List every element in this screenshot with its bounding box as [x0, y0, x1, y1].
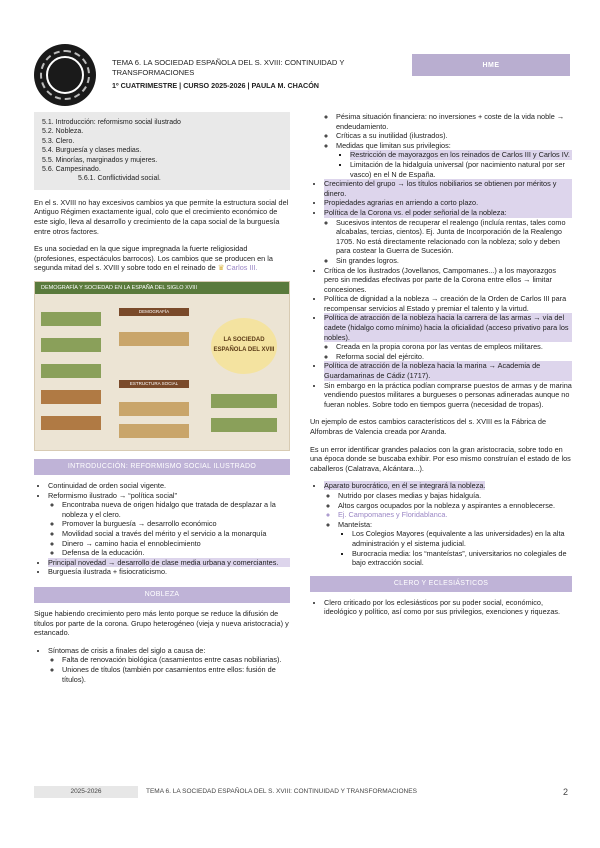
sub-list-item: ◦ Creada en la propia corona por las ventas de empleos militares. — [336, 342, 572, 352]
sub-list-item: ◦ Dinero → camino hacia el ennoblecimiento — [62, 539, 290, 549]
sub-list-item: ◦ Promover la burguesía → desarrollo económico — [62, 519, 290, 529]
bureaucracy-list — [310, 481, 572, 567]
sub-list-item: ◦ Sin grandes logros. — [336, 256, 572, 266]
list-item — [324, 481, 572, 567]
list-item-text: Política de la Corona vs. el poder señorial de la nobleza: — [324, 207, 507, 217]
list-item: ◦ Pésima situación financiera: no inversiones + coste de la vida noble → endeudamiento. — [336, 112, 572, 131]
page-number: 2 — [562, 787, 568, 797]
list-item-text: Medidas que limitan sus privilegios: — [336, 140, 451, 150]
sub-list-item: ◦ Falta de renovación biológica (casamientos entre casas nobiliarias). — [62, 655, 290, 665]
list-item: • Propiedades agrarias en arriendo a corto plazo. — [324, 198, 572, 208]
document-title: TEMA 6. LA SOCIEDAD ESPAÑOLA DEL S. XVIII: CONTINUIDAD Y TRANSFORMACIONES — [112, 58, 345, 77]
sub-list-item: ◦ Reforma social del ejército. — [336, 352, 572, 362]
toc-item[interactable]: 5.4. Burguesía y clases medias. — [42, 147, 142, 155]
sub-list-item — [338, 520, 572, 568]
sub-sub-list — [338, 529, 572, 567]
list-item: • Principal novedad → desarrollo de clase media urbana y comerciantes. — [48, 558, 290, 568]
nobility-crisis-list — [310, 112, 572, 179]
left-column — [34, 112, 290, 684]
infographic-node — [119, 402, 189, 416]
course-info: 1º CUATRIMESTRE | CURSO 2025-2026 | PAULA M. CHACÓN — [112, 81, 319, 90]
sub-sub-list-item: ▪ Burocracia media: los “manteístas”, universitarios no colegiales de bajo extracción social. — [352, 549, 572, 568]
list-item: ◦ Críticas a su inutilidad (ilustrados). — [336, 131, 572, 141]
toc-item[interactable]: 5.1. Introducción: reformismo social ilustrado — [42, 119, 181, 126]
sub-list-item: ▪ Limitación de la hidalguía universal (por nacimiento natural por ser vasco) en el N de España. — [350, 160, 572, 179]
sub-list — [324, 491, 572, 568]
footer-title: TEMA 6. LA SOCIEDAD ESPAÑOLA DEL S. XVIII: CONTINUIDAD Y TRANSFORMACIONES — [146, 788, 417, 795]
sub-list — [48, 500, 290, 558]
error-paragraph: Es un error identificar grandes palacios con la gran aristocracia, sobre todo en una época donde se buscaba exhibir. Por eso mismo construían el estado de los caballeros (Calatrava, Alcántara...). — [310, 444, 571, 473]
list-item: • Clero criticado por los eclesiásticos por su poder social, económico, ideológico y político, así como por sus privilegios, exenciones y riquezas. — [324, 598, 572, 617]
nobility-policy-list-3 — [310, 361, 572, 409]
infographic-node-structure: ESTRUCTURA SOCIAL — [119, 380, 189, 388]
sub-list-item: ◦ Sucesivos intentos de recuperar el realengo (incluía rentas, tales como alcabalas, tercias, cientos). Ej. Junta de Incorporación de la Realengo 1705. No está directamente relacionado con la nobleza; solo y deben para costear la Guerra de Sucesión. — [336, 218, 572, 256]
list-item-text: Reformismo ilustrado → “política social” — [48, 490, 177, 500]
infographic-node — [41, 338, 101, 352]
sub-sub-list-item: ▪ Los Colegios Mayores (equivalente a las universidades) en la alta administración y el sistema judicial. — [352, 529, 572, 548]
subject-badge: HME — [412, 54, 570, 76]
list-item: • Política de atracción de la nobleza hacia la carrera de las armas → vía del cadete (hidalgo como mínimo) hacia la oficialidad (acceso privativo para los nobles). — [324, 313, 572, 342]
infographic-center-bubble: LA SOCIEDAD ESPAÑOLA DEL XVIII — [211, 318, 277, 374]
army-sub-list — [310, 342, 572, 361]
infographic-title: DEMOGRAFÍA Y SOCIEDAD EN LA ESPAÑA DEL SIGLO XVIII — [35, 282, 289, 294]
nobility-policy-list-2 — [310, 266, 572, 343]
list-item — [48, 646, 290, 684]
list-item: • Política de dignidad a la nobleza → creación de la Orden de Carlos III para recompensar servicios al Estado y premiar el talento y la virtud. — [324, 294, 572, 313]
list-item-text: Síntomas de crisis a finales del siglo a causa de: — [48, 645, 206, 655]
sub-list-item: ◦ Altos cargos ocupados por la nobleza y aspirantes a ennoblecerse. — [338, 501, 572, 511]
infographic-image — [34, 281, 290, 451]
infographic-node — [211, 394, 277, 408]
crown-icon: ♛ — [217, 263, 225, 273]
infographic-node — [41, 312, 101, 326]
section-heading-clergy: CLERO Y ECLESIÁSTICOS — [310, 576, 572, 592]
infographic-node — [41, 390, 101, 404]
realengo-sub-list — [310, 218, 572, 266]
right-column — [310, 112, 572, 617]
footer-year: 2025-2026 — [34, 786, 138, 798]
sub-list-item: ◦ Nutrido por clases medias y bajas hidalguía. — [338, 491, 572, 501]
infographic-node — [41, 416, 101, 430]
list-item: • Crecimiento del grupo → los títulos nobiliarios se obtienen por méritos y dinero. — [324, 179, 572, 198]
page-footer — [34, 786, 572, 798]
list-item: • Burguesía ilustrada + fisiocraticismo. — [48, 567, 290, 577]
king-reference: Carlos III. — [226, 263, 258, 273]
nobility-paragraph: Sigue habiendo crecimiento pero más lento porque se reduce la difusión de títulos por parte de la corona. Grupo heterogéneo (vieja y nueva aristocracia) y estancado. — [34, 608, 289, 638]
list-item — [48, 491, 290, 558]
sub-list-item: ◦ Encontraba nueva de origen hidalgo que tratada de desplazar a la nobleza y el clero. — [62, 500, 290, 519]
table-of-contents — [34, 112, 290, 190]
sub-list — [336, 150, 572, 179]
sub-list-item: ◦ Ej. Campomanes y Floridablanca. — [338, 510, 572, 520]
infographic-node — [211, 418, 277, 432]
intro-list — [34, 481, 290, 577]
infographic-node — [119, 332, 189, 346]
sub-list-item: ◦ Movilidad social a través del mérito y el servicio a la monarquía — [62, 529, 290, 539]
sub-list-item: ◦ Uniones de títulos (también por casamientos entre ellos: fusión de títulos). — [62, 665, 290, 684]
toc-item[interactable]: 5.5. Minorías, marginados y mujeres. — [42, 156, 158, 164]
list-item — [336, 141, 572, 179]
list-item: • Sin embargo en la práctica podían comprarse puestos de armas y de marina vendiendo puestos militares a burgueses o personas adineradas aunque no fueran nobles. Sobre todo en tiempos guerra (necesidad de tropas). — [324, 381, 572, 410]
clergy-list — [310, 598, 572, 617]
intro-paragraph: En el s. XVIII no hay excesivos cambios ya que permite la estructura social del Antiguo Régimen exactamente igual, colo que el crecimiento económico de este siglo, lleva al desarrollo y crecimiento de la capa social de la burguesía entre otros factores. — [34, 197, 289, 236]
toc-item[interactable]: 5.2. Nobleza. — [42, 128, 84, 136]
religiosity-paragraph — [34, 244, 290, 273]
sub-list — [48, 655, 290, 684]
university-seal-logo — [34, 44, 96, 106]
religiosity-text: Es una sociedad en la que sigue impregnada la fuerte religiosidad (profesiones, espectáculos barrocos). Los cambios que se producen en la segunda mitad del s. XVIII y sobre todo en el reinado de — [34, 244, 273, 273]
seal-center — [46, 56, 84, 94]
sub-list-item-text: Manteísta: — [338, 519, 373, 529]
infographic-node — [41, 364, 101, 378]
page-header — [0, 0, 600, 112]
toc-item[interactable]: 5.6. Campesinado. — [42, 166, 101, 174]
section-heading-intro: INTRODUCCIÓN: REFORMISMO SOCIAL ILUSTRADO — [34, 459, 290, 475]
list-item-text: Aparato burocrático, en él se integrará la nobleza. — [324, 481, 486, 491]
infographic-node — [119, 424, 189, 438]
sub-list-item: ▪ Restricción de mayorazgos en los reinados de Carlos III y Carlos IV. — [350, 150, 572, 160]
toc-item[interactable]: 5.6.1. Conflictividad social. — [78, 175, 161, 183]
list-item: • Política de atracción de la nobleza hacia la marina → Academia de Guardamarinas de Cádiz (1717). — [324, 361, 572, 380]
nobility-list — [34, 646, 290, 684]
toc-item[interactable]: 5.3. Clero. — [42, 137, 75, 145]
sub-list-item: ◦ Defensa de la educación. — [62, 548, 290, 558]
list-item: • Continuidad de orden social vigente. — [48, 481, 290, 491]
nobility-policy-list — [310, 179, 572, 217]
example-paragraph: Un ejemplo de estos cambios característicos del s. XVIII es la Fábrica de Alfombras de Valencia creada por Aranda. — [310, 417, 547, 436]
infographic-node-demography: DEMOGRAFÍA — [119, 308, 189, 316]
section-heading-nobility: NOBLEZA — [34, 587, 290, 603]
list-item: • Crítica de los ilustrados (Jovellanos, Campomanes...) a los mayorazgos pero sin medidas efectivas por parte de la Corona entre ellos → limitar concesiones. — [324, 266, 572, 295]
list-item — [324, 208, 572, 218]
